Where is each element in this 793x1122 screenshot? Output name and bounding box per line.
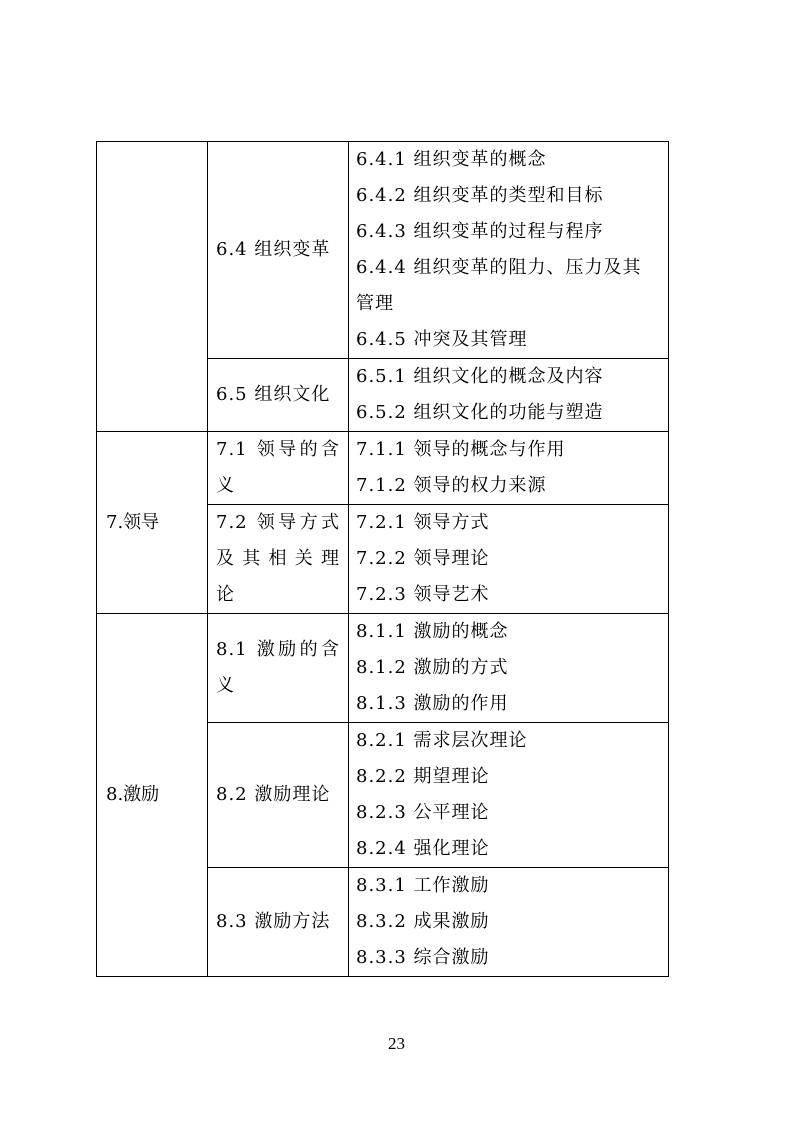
subsection-item: 7.1.2 领导的权力来源: [356, 475, 547, 496]
section-label-6-5: 6.5 组织文化: [208, 359, 349, 432]
section-label-7-2: 7.2 领导方式 及其相关理 论: [208, 505, 349, 614]
subsection-list-7-2: [349, 505, 669, 614]
section-label-7-1: 7.1 领导的含 义: [208, 432, 349, 505]
subsection-item: 8.2.1 需求层次理论: [356, 730, 528, 751]
subsection-item: 8.1.2 激励的方式: [356, 657, 509, 678]
subsection-list-8-2: [349, 723, 669, 868]
subsection-list-6-4: [349, 142, 669, 359]
subsection-item: 6.5.1 组织文化的概念及内容: [356, 366, 604, 387]
subsection-item: 8.1.3 激励的作用: [356, 693, 509, 714]
section-label-6-4: 6.4 组织变革: [208, 142, 349, 359]
subsection-item: 8.2.4 强化理论: [356, 838, 490, 859]
section-label-8-1: 8.1 激励的含 义: [208, 614, 349, 723]
subsection-item: 8.3.3 综合激励: [356, 947, 490, 968]
subsection-item: 6.4.5 冲突及其管理: [356, 329, 528, 350]
subsection-list-8-1: [349, 614, 669, 723]
subsection-item: 7.2.2 领导理论: [356, 548, 490, 569]
chapter-cell-empty: [97, 142, 208, 432]
chapter-label-8: 8.激励: [97, 614, 208, 977]
table-row: [97, 142, 669, 359]
subsection-item: 7.2.1 领导方式: [356, 512, 490, 533]
page-number: 23: [388, 1034, 405, 1053]
subsection-item: 6.4.4 组织变革的阻力、压力及其: [356, 257, 642, 278]
subsection-item: 管理: [356, 293, 394, 314]
subsection-item: 6.5.2 组织文化的功能与塑造: [356, 402, 604, 423]
syllabus-table: [96, 141, 669, 977]
subsection-list-7-1: [349, 432, 669, 505]
subsection-item: 7.1.1 领导的概念与作用: [356, 439, 566, 460]
subsection-list-6-5: [349, 359, 669, 432]
subsection-item: 6.4.3 组织变革的过程与程序: [356, 221, 604, 242]
subsection-item: 7.2.3 领导艺术: [356, 584, 490, 605]
subsection-list-8-3: [349, 868, 669, 977]
section-label-8-3: 8.3 激励方法: [208, 868, 349, 977]
table-row: [97, 614, 669, 723]
subsection-item: 6.4.1 组织变革的概念: [356, 149, 547, 170]
subsection-item: 8.1.1 激励的概念: [356, 621, 509, 642]
subsection-item: 8.2.2 期望理论: [356, 766, 490, 787]
subsection-item: 8.2.3 公平理论: [356, 802, 490, 823]
subsection-item: 8.3.2 成果激励: [356, 911, 490, 932]
subsection-item: 6.4.2 组织变革的类型和目标: [356, 185, 604, 206]
table-row: [97, 432, 669, 505]
section-label-8-2: 8.2 激励理论: [208, 723, 349, 868]
chapter-label-7: 7.领导: [97, 432, 208, 614]
subsection-item: 8.3.1 工作激励: [356, 875, 490, 896]
